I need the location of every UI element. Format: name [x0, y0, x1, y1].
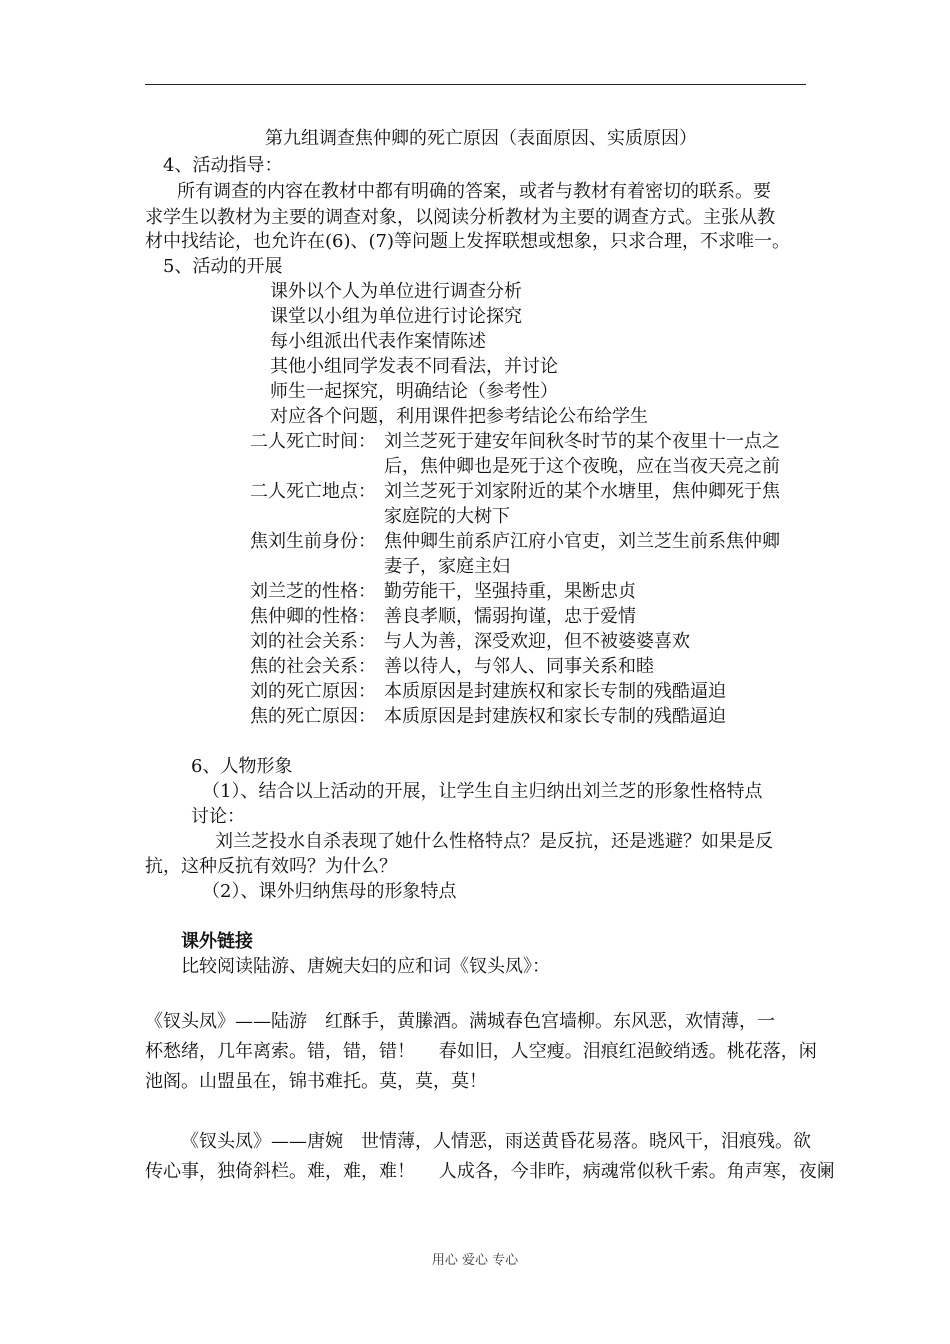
section-6-heading: 6、人物形象	[191, 756, 293, 777]
conclusion-value: 后，焦仲卿也是死于这个夜晚，应在当夜天亮之前	[384, 456, 780, 477]
step-item: 课外以个人为单位进行调查分析	[270, 281, 522, 302]
links-heading: 课外链接	[181, 931, 253, 952]
character-item-1: （1）、结合以上活动的开展，让学生自主归纳出刘兰芝的形象性格特点	[202, 781, 763, 802]
discuss-label: 讨论：	[191, 806, 245, 827]
step-item: 师生一起探究，明确结论（参考性）	[270, 381, 558, 402]
links-intro: 比较阅读陆游、唐婉夫妇的应和词《钗头凤》：	[181, 956, 550, 977]
conclusion-label: 焦的死亡原因：	[250, 706, 376, 727]
conclusion-value: 本质原因是封建族权和家长专制的残酷逼迫	[384, 681, 726, 702]
page-footer: 用心 爱心 专心	[431, 1253, 519, 1268]
section-4-para-line3: 材中找结论，也允许在(6)、(7)等问题上发挥联想或想象，只求合理，不求唯一。	[145, 231, 790, 252]
conclusion-value: 与人为善，深受欢迎，但不被婆婆喜欢	[384, 631, 690, 652]
conclusion-label: 焦刘生前身份：	[250, 531, 376, 552]
step-item: 对应各个问题，利用课件把参考结论公布给学生	[270, 406, 648, 427]
conclusion-value: 家庭院的大树下	[384, 506, 510, 527]
section-4-para-line1: 所有调查的内容在教材中都有明确的答案，或者与教材有着密切的联系。要	[177, 181, 771, 202]
conclusion-label: 二人死亡时间：	[250, 431, 376, 452]
conclusion-value: 妻子，家庭主妇	[384, 556, 510, 577]
section-5-heading: 5、活动的开展	[163, 256, 283, 277]
discuss-line1: 刘兰芝投水自杀表现了她什么性格特点？是反抗，还是逃避？如果是反	[215, 831, 773, 852]
group-nine-line: 第九组调查焦仲卿的死亡原因（表面原因、实质原因）	[265, 128, 697, 149]
poem-tang-line2: 传心事，独倚斜栏。难，难，难！ 人成各，今非昨，病魂常似秋千索。角声寒，夜阑	[145, 1161, 835, 1182]
step-item: 其他小组同学发表不同看法，并讨论	[270, 356, 558, 377]
character-item-2: （2）、课外归纳焦母的形象特点	[202, 881, 457, 902]
conclusion-label: 焦仲卿的性格：	[250, 606, 376, 627]
header-rule	[145, 84, 806, 85]
poem-tang-line1: 《钗头凤》——唐婉 世情薄，人情恶，雨送黄昏花易落。晓风干，泪痕残。欲	[181, 1131, 811, 1152]
step-item: 每小组派出代表作案情陈述	[270, 331, 486, 352]
conclusion-label: 焦的社会关系：	[250, 656, 376, 677]
conclusion-label: 刘兰芝的性格：	[250, 581, 376, 602]
section-4-para-line2: 求学生以教材为主要的调查对象，以阅读分析教材为主要的调查方式。主张从教	[145, 207, 775, 228]
step-item: 课堂以小组为单位进行讨论探究	[270, 306, 522, 327]
poem-lu-line2: 杯愁绪，几年离索。错，错，错！ 春如旧，人空瘦。泪痕红浥鲛绡透。桃花落，闲	[145, 1041, 817, 1062]
conclusion-label: 二人死亡地点：	[250, 481, 376, 502]
conclusion-value: 本质原因是封建族权和家长专制的残酷逼迫	[384, 706, 726, 727]
conclusion-value: 刘兰芝死于建安年间秋冬时节的某个夜里十一点之	[384, 431, 780, 452]
conclusion-value: 刘兰芝死于刘家附近的某个水塘里，焦仲卿死于焦	[384, 481, 780, 502]
conclusion-value: 勤劳能干，坚强持重，果断忠贞	[384, 581, 636, 602]
conclusion-value: 善以待人，与邻人、同事关系和睦	[384, 656, 654, 677]
conclusion-label: 刘的社会关系：	[250, 631, 376, 652]
conclusion-value: 焦仲卿生前系庐江府小官吏，刘兰芝生前系焦仲卿	[384, 531, 780, 552]
poem-lu-line3: 池阁。山盟虽在，锦书难托。莫，莫，莫！	[145, 1071, 487, 1092]
conclusion-label: 刘的死亡原因：	[250, 681, 376, 702]
poem-lu-line1: 《钗头凤》——陆游 红酥手，黄縢酒。满城春色宫墙柳。东风恶，欢情薄，一	[145, 1011, 775, 1032]
discuss-line2: 抗，这种反抗有效吗？为什么？	[145, 856, 397, 877]
section-4-heading: 4、活动指导：	[163, 155, 283, 176]
conclusion-value: 善良孝顺，懦弱拘谨，忠于爱情	[384, 606, 636, 627]
